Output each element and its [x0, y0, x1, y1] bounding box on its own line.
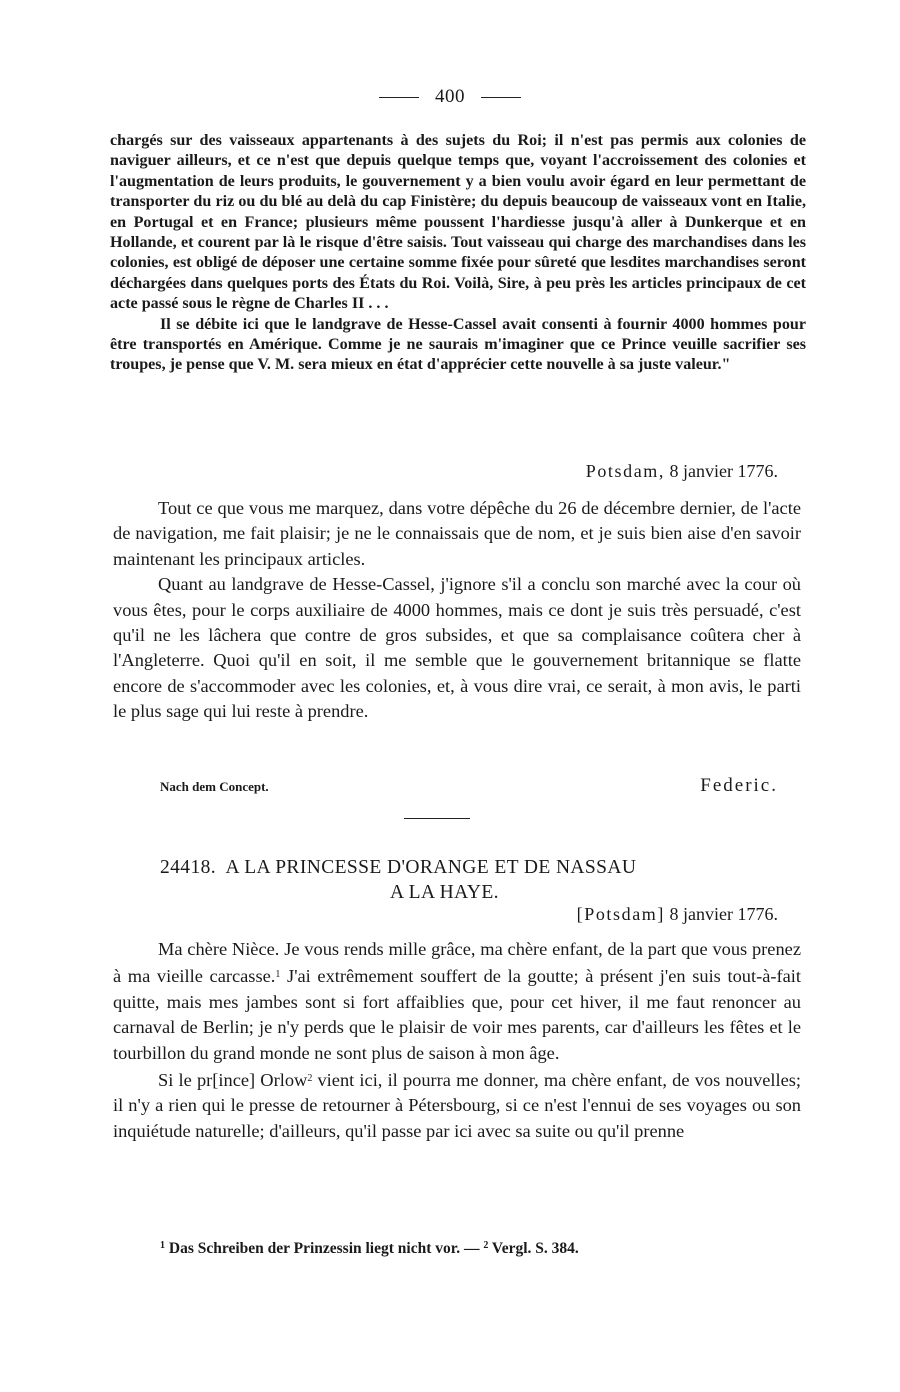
signature: Federic.: [700, 775, 778, 796]
letter1-paragraph-1: Tout ce que vous me marquez, dans votre dépêche du 26 de décembre dernier, de l'acte de navigation, me fait plaisir; je ne le connaissais que de nom, et je suis bien aise d'en savoir maintenant les principaux articles.: [113, 498, 801, 569]
source-note: Nach dem Concept.: [160, 779, 269, 794]
letter2-heading: [160, 855, 800, 905]
letter2-place: [Potsdam]: [576, 904, 666, 924]
letter2-paragraph-1: [113, 937, 801, 1066]
section-divider: [404, 818, 470, 819]
letter2-date: 8 janvier 1776.: [669, 904, 778, 924]
footnote-ref-2[interactable]: 2: [307, 1073, 313, 1085]
letter2-p1-text-a: Ma chère Nièce. Je vous rends mille grâce, ma chère enfant, de la part que vous prenez à ma vieille carcasse.: [113, 939, 801, 987]
letter1-body: [113, 496, 801, 725]
letter2-number: 24418.: [160, 857, 217, 878]
footnote-2-mark: 2: [483, 1240, 489, 1251]
header-dash-left: [379, 97, 419, 98]
footnote-1-text: Das Schreiben der Prinzessin liegt nicht vor. —: [165, 1240, 484, 1257]
letter2-body: [113, 937, 801, 1144]
letter2-dateline: [0, 904, 778, 925]
quote-paragraph-2: Il se débite ici que le landgrave de Hesse-Cassel avait consenti à fournir 4000 hommes pour être transportés en Amérique. Comme je ne saurais m'imaginer que ce Prince veuille sacrifier ses troupes, je pense que V. M. sera mieux en état d'apprécier cette nouvelle à sa juste valeur.": [110, 315, 806, 374]
letter2-p2-text-a: Si le pr[ince] Orlow: [158, 1070, 308, 1091]
footnotes: [160, 1240, 800, 1258]
footnote-1-mark: 1: [160, 1240, 165, 1251]
footnote-2-text: Vergl. S. 384.: [488, 1240, 579, 1257]
page-header: [0, 86, 900, 108]
page-number: 400: [435, 86, 465, 107]
quote-paragraph-1: chargés sur des vaisseaux appartenants à des sujets du Roi; il n'est pas permis aux colonies de naviguer ailleurs, et ce n'est que depuis quelque temps que, voyant l'accroissement des colonies et l'augmentation de leurs produits, le gouvernement y a bien voulu avoir égard en leur permettant de transporter du riz ou du blé au delà du cap Finistère; du depuis beaucoup de vaisseaux vont en Italie, en Portugal et en France; plusieurs même poussent l'hardiesse jusqu'à aller à Dunkerque et en Hollande, et courent par là le risque d'être saisis. Tout vaisseau qui charge des marchandises dans les colonies, est obligé de déposer une certaine somme fixée pour sûreté que lesdites marchandises seront déchargées dans quelques ports des États du Roi. Voilà, Sire, à peu près les articles principaux de cet acte passé sous le règne de Charles II . . .: [110, 132, 806, 313]
letter1-paragraph-2: Quant au landgrave de Hesse-Cassel, j'ignore s'il a conclu son marché avec la cour où vous êtes, pour le corps auxiliaire de 4000 hommes, mais ce dont je suis très persuadé, c'est qu'il ne les lâchera que contre de gros subsides, et que sa complaisance coûtera cher à l'Angleterre. Quoi qu'il en soit, il me semble que le gouvernement britannique se flatte encore de s'accommoder avec les colonies, et, à vous dire vrai, ce serait, à mon avis, le parti le plus sage qui lui reste à prendre.: [113, 574, 801, 722]
quoted-report: [110, 131, 806, 376]
letter1-dateline: [0, 461, 778, 482]
letter2-p1-text-b: J'ai extrêmement souffert de la goutte; à présent j'en suis tout-à-fait quitte, mais mes jambes sont si fort affaiblies que, pour cet hiver, il me faut renoncer au carnaval de Berlin; je n'y perds que le plaisir de voir mes parents, car d'ailleurs les fêtes et le tourbillon du grand monde ne sont plus de saison à mon âge.: [113, 966, 802, 1063]
letter2-title-line-2: A LA HAYE.: [390, 882, 499, 903]
header-dash-right: [481, 97, 521, 98]
letter2-title-line-1: A LA PRINCESSE D'ORANGE ET DE NASSAU: [225, 857, 637, 878]
letter1-place: Potsdam,: [585, 461, 666, 481]
footnote-ref-1[interactable]: 1: [275, 969, 281, 981]
letter2-heading-line-1: [160, 855, 800, 880]
letter2-paragraph-2: [113, 1066, 801, 1144]
letter2-p2-text-b: vient ici, il pourra me donner, ma chère enfant, de vos nouvelles; il n'y a rien qui le presse de retourner à Pétersbourg, si ce n'est l'ennui de ses voyages ou son inquiétude naturelle; d'ailleurs, qu'il passe par ici avec sa suite ou qu'il prenne: [113, 1070, 802, 1141]
letter1-date: 8 janvier 1776.: [669, 461, 778, 481]
